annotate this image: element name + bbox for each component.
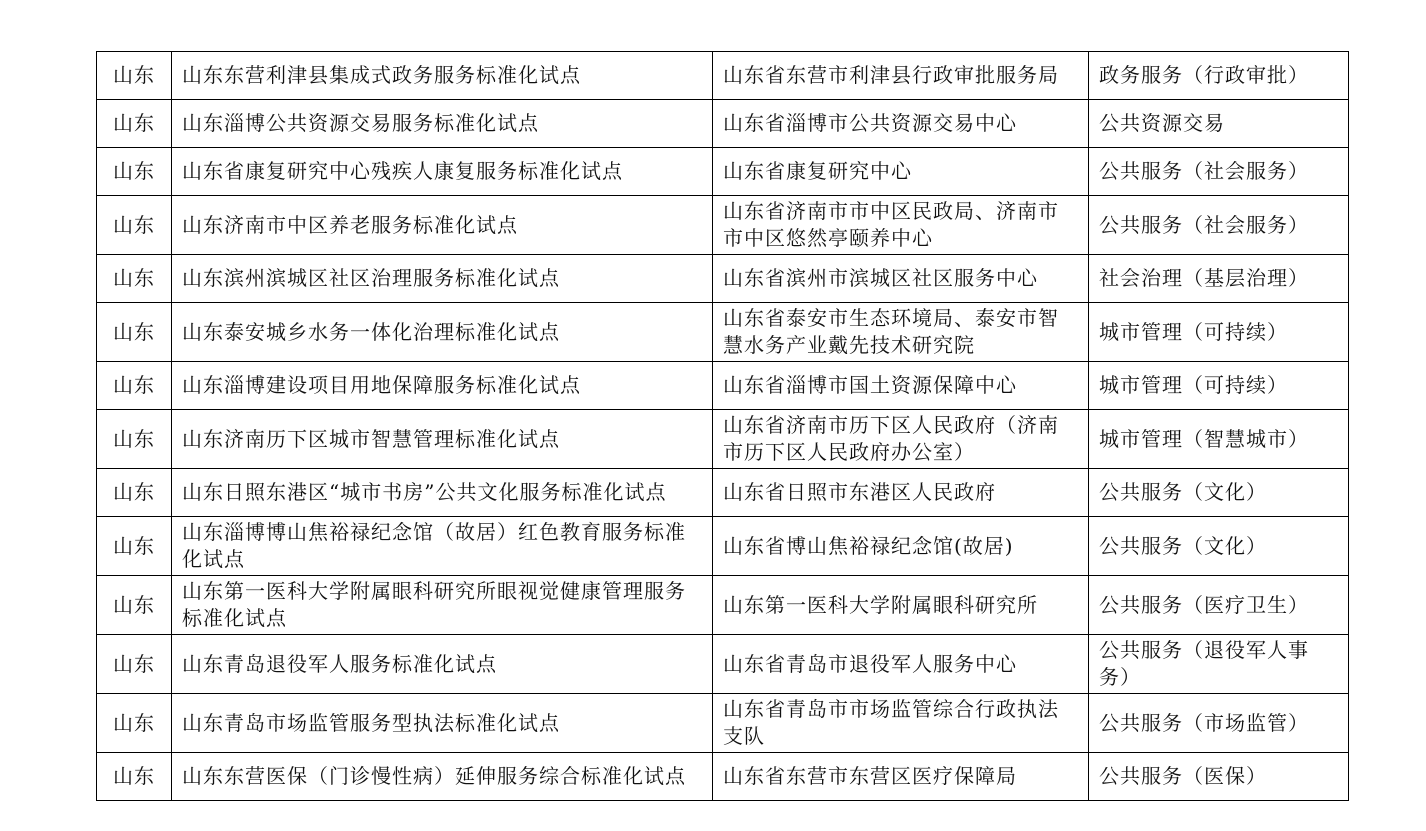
unit-cell: 山东省博山焦裕禄纪念馆(故居): [713, 517, 1089, 576]
unit-cell: 山东省淄博市国土资源保障中心: [713, 362, 1089, 410]
category-cell: 公共服务（市场监管）: [1089, 694, 1349, 753]
unit-cell: 山东省滨州市滨城区社区服务中心: [713, 255, 1089, 303]
unit-cell: 山东省青岛市市场监管综合行政执法支队: [713, 694, 1089, 753]
unit-cell: 山东省东营市利津县行政审批服务局: [713, 52, 1089, 100]
category-cell: 公共服务（文化）: [1089, 469, 1349, 517]
unit-cell: 山东第一医科大学附属眼科研究所: [713, 576, 1089, 635]
pilot-name-cell: 山东东营利津县集成式政务服务标准化试点: [172, 52, 713, 100]
province-cell: 山东: [97, 362, 172, 410]
unit-cell: 山东省泰安市生态环境局、泰安市智慧水务产业戴先技术研究院: [713, 303, 1089, 362]
pilot-name-cell: 山东淄博公共资源交易服务标准化试点: [172, 100, 713, 148]
table-row: [97, 469, 1349, 517]
pilot-name-cell: 山东泰安城乡水务一体化治理标准化试点: [172, 303, 713, 362]
unit-cell: 山东省日照市东港区人民政府: [713, 469, 1089, 517]
pilot-name-cell: 山东青岛退役军人服务标准化试点: [172, 635, 713, 694]
table-row: [97, 196, 1349, 255]
unit-cell: 山东省济南市历下区人民政府（济南市历下区人民政府办公室）: [713, 410, 1089, 469]
table-row: [97, 52, 1349, 100]
category-cell: 公共服务（医保）: [1089, 753, 1349, 801]
province-cell: 山东: [97, 753, 172, 801]
unit-cell: 山东省康复研究中心: [713, 148, 1089, 196]
table-row: [97, 694, 1349, 753]
province-cell: 山东: [97, 410, 172, 469]
category-cell: 城市管理（可持续）: [1089, 303, 1349, 362]
category-cell: 政务服务（行政审批）: [1089, 52, 1349, 100]
table-row: [97, 303, 1349, 362]
province-cell: 山东: [97, 52, 172, 100]
province-cell: 山东: [97, 148, 172, 196]
pilot-name-cell: 山东淄博博山焦裕禄纪念馆（故居）红色教育服务标准化试点: [172, 517, 713, 576]
province-cell: 山东: [97, 196, 172, 255]
category-cell: 公共资源交易: [1089, 100, 1349, 148]
pilot-name-cell: 山东济南历下区城市智慧管理标准化试点: [172, 410, 713, 469]
table-row: [97, 100, 1349, 148]
province-cell: 山东: [97, 694, 172, 753]
province-cell: 山东: [97, 100, 172, 148]
pilot-name-cell: 山东青岛市场监管服务型执法标准化试点: [172, 694, 713, 753]
pilot-name-cell: 山东日照东港区“城市书房”公共文化服务标准化试点: [172, 469, 713, 517]
unit-cell: 山东省济南市市中区民政局、济南市市中区悠然亭颐养中心: [713, 196, 1089, 255]
province-cell: 山东: [97, 517, 172, 576]
province-cell: 山东: [97, 469, 172, 517]
category-cell: 城市管理（可持续）: [1089, 362, 1349, 410]
table-row: [97, 255, 1349, 303]
category-cell: 公共服务（文化）: [1089, 517, 1349, 576]
pilot-name-cell: 山东滨州滨城区社区治理服务标准化试点: [172, 255, 713, 303]
pilot-name-cell: 山东淄博建设项目用地保障服务标准化试点: [172, 362, 713, 410]
table-row: [97, 410, 1349, 469]
province-cell: 山东: [97, 576, 172, 635]
category-cell: 社会治理（基层治理）: [1089, 255, 1349, 303]
pilot-name-cell: 山东第一医科大学附属眼科研究所眼视觉健康管理服务标准化试点: [172, 576, 713, 635]
table-row: [97, 753, 1349, 801]
pilot-table-body: [97, 52, 1349, 801]
province-cell: 山东: [97, 635, 172, 694]
unit-cell: 山东省淄博市公共资源交易中心: [713, 100, 1089, 148]
province-cell: 山东: [97, 303, 172, 362]
unit-cell: 山东省青岛市退役军人服务中心: [713, 635, 1089, 694]
table-row: [97, 635, 1349, 694]
table-row: [97, 517, 1349, 576]
pilot-table: [96, 51, 1349, 801]
category-cell: 公共服务（退役军人事务）: [1089, 635, 1349, 694]
table-row: [97, 362, 1349, 410]
category-cell: 公共服务（医疗卫生）: [1089, 576, 1349, 635]
pilot-name-cell: 山东东营医保（门诊慢性病）延伸服务综合标准化试点: [172, 753, 713, 801]
pilot-name-cell: 山东济南市中区养老服务标准化试点: [172, 196, 713, 255]
province-cell: 山东: [97, 255, 172, 303]
unit-cell: 山东省东营市东营区医疗保障局: [713, 753, 1089, 801]
table-row: [97, 576, 1349, 635]
table-row: [97, 148, 1349, 196]
pilot-name-cell: 山东省康复研究中心残疾人康复服务标准化试点: [172, 148, 713, 196]
category-cell: 公共服务（社会服务）: [1089, 148, 1349, 196]
category-cell: 城市管理（智慧城市）: [1089, 410, 1349, 469]
category-cell: 公共服务（社会服务）: [1089, 196, 1349, 255]
